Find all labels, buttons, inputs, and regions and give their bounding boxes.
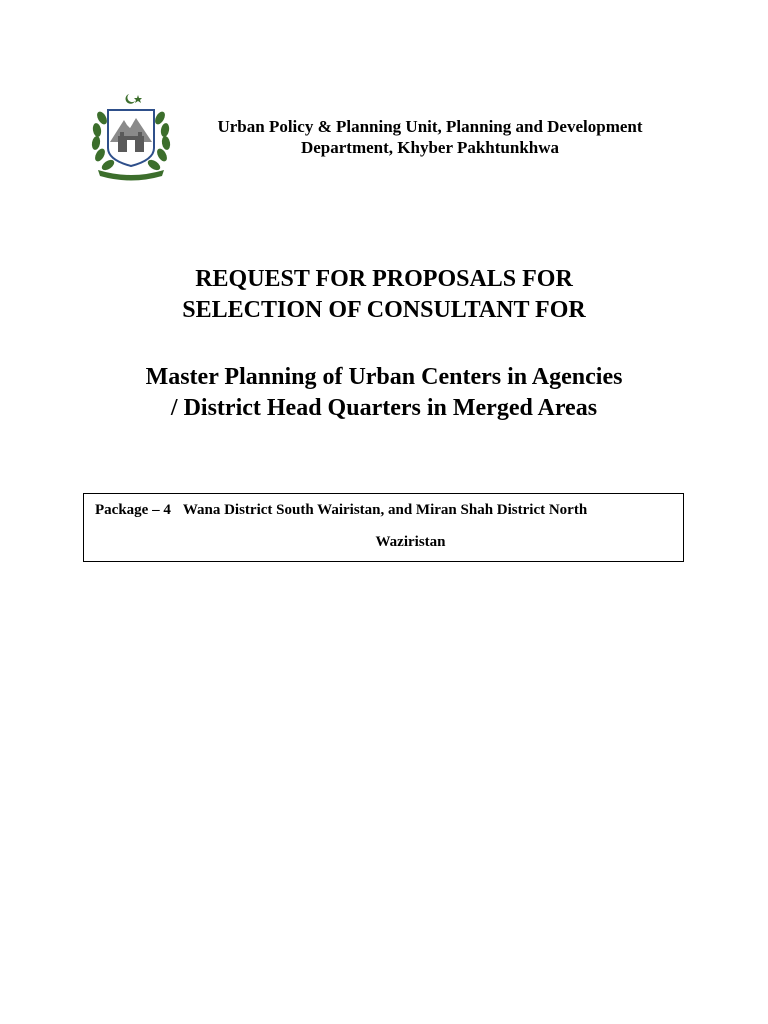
rfp-title xyxy=(0,264,768,326)
issuing-department-header xyxy=(186,116,674,158)
package-label: Package – 4 xyxy=(95,502,171,518)
project-title-line-1: Master Planning of Urban Centers in Agencies xyxy=(145,364,623,390)
package-box xyxy=(83,493,684,562)
project-title-line-2: / District Head Quarters in Merged Areas xyxy=(170,395,598,421)
package-line-2: Waziristan xyxy=(375,534,446,550)
rfp-title-line-2: SELECTION OF CONSULTANT FOR xyxy=(182,297,586,323)
package-description: Wana District South Wairistan, and Miran Shah District North xyxy=(182,502,588,518)
header-line-1: Urban Policy & Planning Unit, Planning and Development xyxy=(217,117,643,136)
project-title xyxy=(0,362,768,424)
header-line-2: Department, Khyber Pakhtunkhwa xyxy=(300,138,560,157)
rfp-title-line-1: REQUEST FOR PROPOSALS FOR xyxy=(195,266,573,292)
kp-government-emblem-icon xyxy=(88,90,174,182)
package-line-1 xyxy=(95,502,587,519)
